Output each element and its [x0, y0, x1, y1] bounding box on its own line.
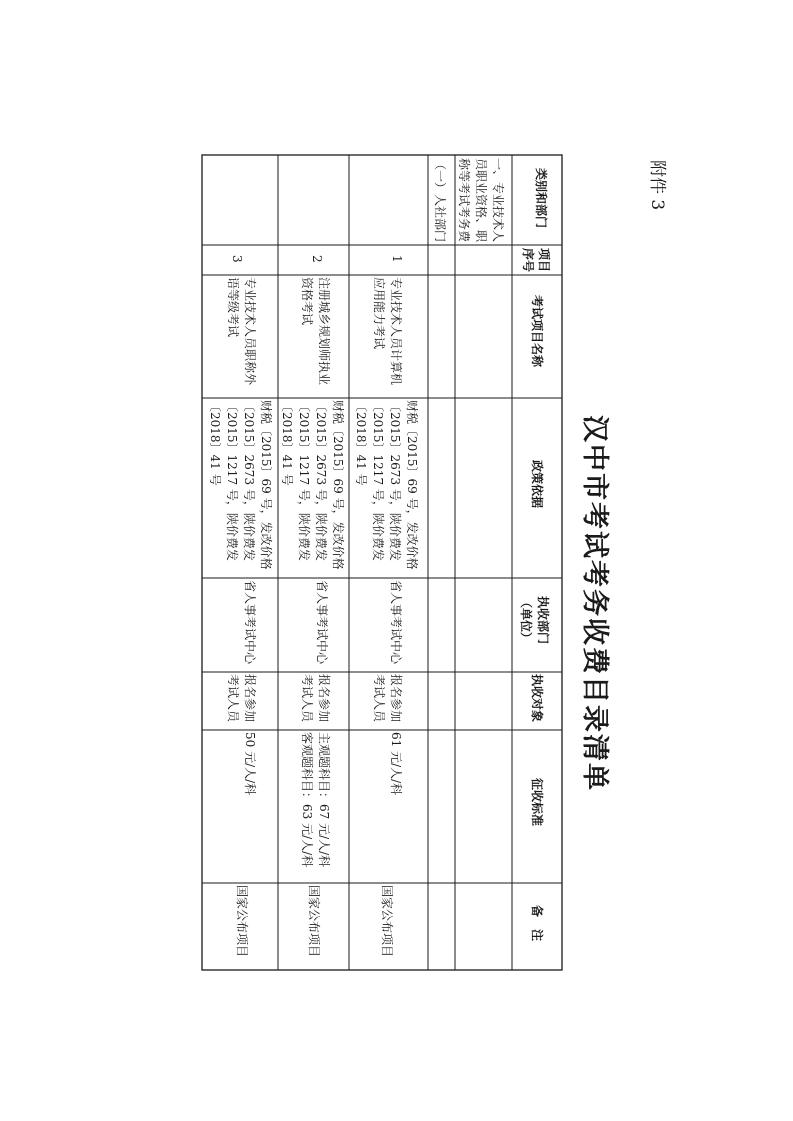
row-2-policy-3: 〔2015〕1217 号，陕价费发	[297, 400, 311, 561]
row-3-standard-1: 50 元/人/科	[243, 732, 257, 796]
row-1-name-1: 专业技术人员计算机	[389, 277, 403, 386]
row-3-policy-3: 〔2015〕1217 号，陕价费发	[225, 400, 239, 561]
header-standard: 征收标准	[530, 778, 544, 827]
row-2-standard-2: 客观题科目：63 元/人/科	[300, 732, 314, 868]
header-dept-1: 执收部门	[536, 596, 550, 645]
row-1-name-2: 应用能力考试	[372, 277, 386, 350]
row-2-target-2: 考试人员	[300, 674, 314, 723]
row-3-policy-1: 财税〔2015〕69 号，发改价格	[259, 400, 273, 570]
header-item-no-2: 序号	[521, 248, 535, 273]
row-3-target-1: 报名参加	[243, 674, 257, 723]
row-3-policy-4: 〔2018〕41 号	[208, 400, 222, 486]
header-exam-name: 考试项目名称	[530, 295, 544, 368]
category-title-2: 员职业资格、职	[474, 158, 488, 243]
row-1-policy-2: 〔2015〕2673 号，陕价费发	[388, 400, 402, 561]
header-dept-2: （单位）	[519, 596, 533, 645]
row-2-policy-4: 〔2018〕41 号	[280, 400, 294, 486]
row-2-policy-1: 财税〔2015〕69 号，发改价格	[331, 400, 345, 570]
row-2-no: 2	[310, 255, 324, 263]
category-title-3: 称等考试考务费	[457, 158, 471, 243]
row-2-standard-1: 主观题科目：67 元/人/科	[317, 732, 331, 868]
category-dept: （一）人社部门	[433, 158, 447, 243]
row-2-name-2: 资格考试	[300, 277, 314, 326]
row-3-dept: 省人事考试中心	[243, 580, 257, 665]
header-policy: 政策依据	[530, 460, 544, 509]
row-1-policy-4: 〔2018〕41 号	[354, 400, 368, 486]
row-2-remark: 国家公布项目	[307, 885, 321, 958]
row-2-target-1: 报名参加	[317, 674, 331, 723]
category-title-1: 一、专业技术人	[491, 158, 505, 243]
row-3-policy-2: 〔2015〕2673 号，陕价费发	[242, 400, 256, 561]
row-3-target-2: 考试人员	[226, 674, 240, 723]
header-category: 类别和部门	[534, 168, 548, 229]
header-item-no-1: 项目	[537, 248, 551, 273]
row-3-no: 3	[230, 255, 244, 263]
row-3-name-2: 语等级考试	[226, 277, 240, 338]
row-1-remark: 国家公布项目	[380, 885, 394, 958]
header-target: 执收对象	[530, 674, 544, 723]
row-1-no: 1	[390, 255, 404, 263]
row-1-policy-3: 〔2015〕1217 号，陕价费发	[371, 400, 385, 561]
row-1-policy-1: 财税〔2015〕69 号，发改价格	[405, 400, 419, 570]
row-3-name-1: 专业技术人员职称外	[243, 277, 257, 386]
row-2-policy-2: 〔2015〕2673 号，陕价费发	[314, 400, 328, 561]
header-remark: 备 注	[530, 905, 544, 942]
row-1-target-2: 考试人员	[372, 674, 386, 723]
page-title: 汉中市考试考务收费目录清单	[579, 415, 610, 792]
row-2-dept: 省人事考试中心	[315, 580, 329, 665]
attachment-label: 附件 3	[647, 160, 667, 211]
row-3-remark: 国家公布项目	[235, 885, 249, 958]
row-2-name-1: 注册城乡规划师执业	[317, 277, 331, 386]
row-1-target-1: 报名参加	[389, 674, 403, 723]
row-1-dept: 省人事考试中心	[389, 580, 403, 665]
row-1-standard-1: 61 元/人/科	[389, 732, 403, 796]
